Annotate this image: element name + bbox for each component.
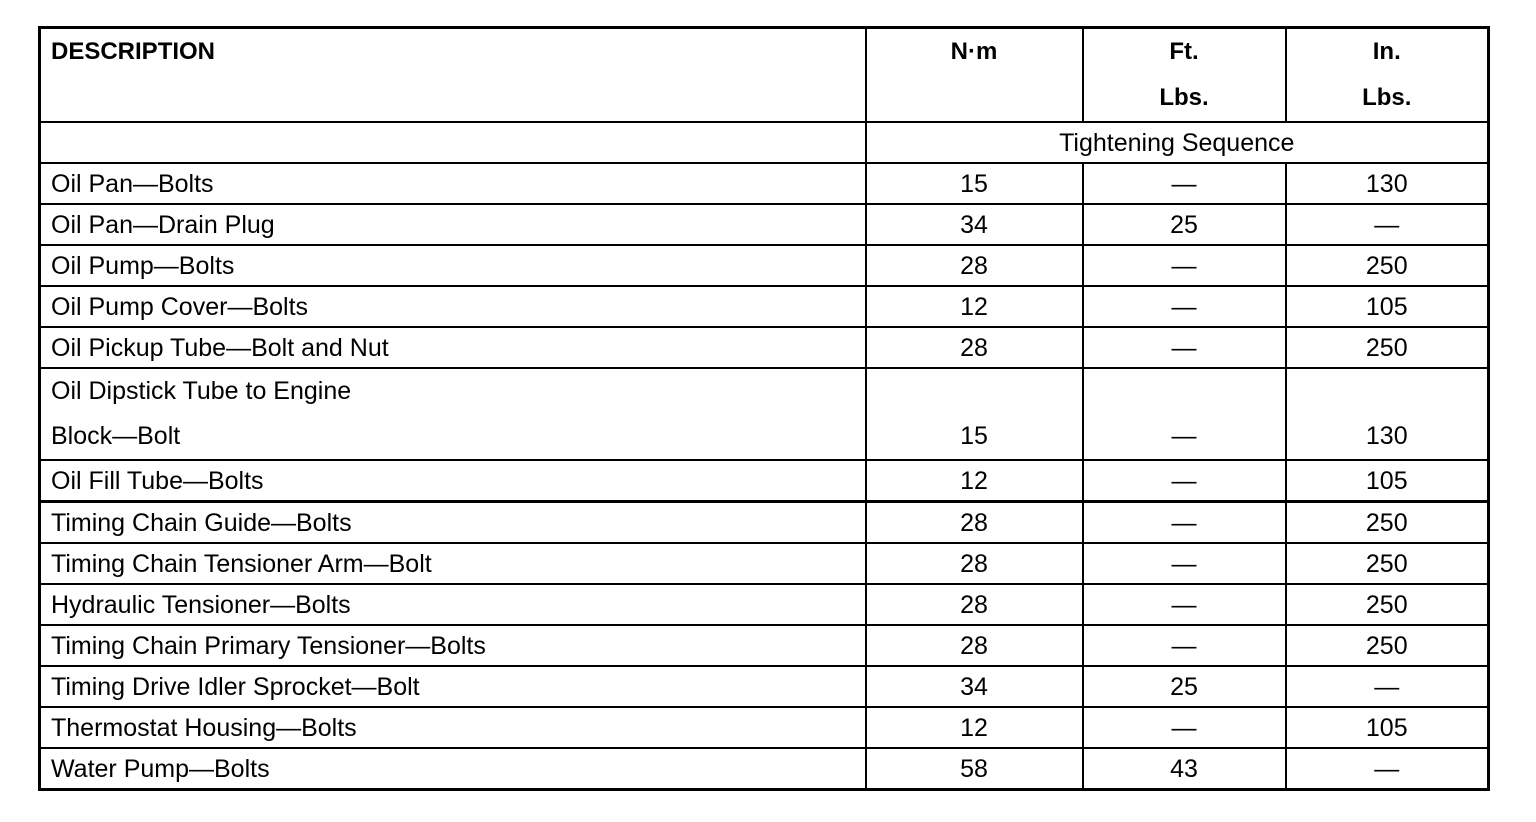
table-row [40,666,1489,707]
row-ft-lbs: — [1083,245,1286,286]
row-in-lbs: 105 [1286,707,1489,748]
header-in-line2: Lbs. [1362,84,1412,111]
row-description: Water Pump—Bolts [40,748,866,790]
table-row [40,707,1489,748]
row-ft-lbs: — [1083,502,1286,544]
row-in-lbs: 250 [1286,245,1489,286]
row-description-line1: Oil Dipstick Tube to Engine [51,377,352,405]
row-nm: 12 [866,707,1083,748]
row-nm: 28 [866,584,1083,625]
row-description: Oil Pan—Bolts [40,163,866,204]
row-description [40,368,866,460]
table-row [40,163,1489,204]
row-description: Oil Pump Cover—Bolts [40,286,866,327]
header-ft-lbs [1083,28,1286,123]
row-ft-lbs: 25 [1083,204,1286,245]
table-row [40,286,1489,327]
table-row [40,625,1489,666]
row-nm: 28 [866,625,1083,666]
row-description: Timing Chain Primary Tensioner—Bolts [40,625,866,666]
row-nm: 28 [866,245,1083,286]
table-row [40,543,1489,584]
row-in-lbs: 105 [1286,460,1489,502]
row-ft-lbs: — [1083,327,1286,368]
row-ft-lbs: — [1083,163,1286,204]
row-ft-lbs: — [1083,460,1286,502]
row-nm: 58 [866,748,1083,790]
sequence-row [40,122,1489,163]
row-in-lbs: 105 [1286,286,1489,327]
row-in-lbs: 250 [1286,327,1489,368]
sequence-empty-cell [40,122,866,163]
row-description: Timing Drive Idler Sprocket—Bolt [40,666,866,707]
row-in-lbs: 250 [1286,502,1489,544]
header-description: DESCRIPTION [40,28,866,123]
row-nm: 34 [866,666,1083,707]
row-nm: 12 [866,286,1083,327]
row-in-lbs: 250 [1286,584,1489,625]
row-ft-lbs: 43 [1083,748,1286,790]
row-ft-lbs: — [1083,625,1286,666]
row-nm: 28 [866,543,1083,584]
row-description: Thermostat Housing—Bolts [40,707,866,748]
row-nm: 34 [866,204,1083,245]
header-nm: N·m [866,28,1083,123]
row-in-lbs: — [1286,748,1489,790]
row-nm: 28 [866,502,1083,544]
row-nm: 12 [866,460,1083,502]
row-description: Oil Fill Tube—Bolts [40,460,866,502]
row-nm: 28 [866,327,1083,368]
table-row [40,204,1489,245]
row-description-line2: Block—Bolt [51,422,181,450]
row-ft-lbs: — [1083,543,1286,584]
row-ft-lbs: 25 [1083,666,1286,707]
row-ft-lbs: — [1083,584,1286,625]
row-description: Oil Pan—Drain Plug [40,204,866,245]
header-in-lbs [1286,28,1489,123]
header-ft-line2: Lbs. [1159,84,1209,111]
row-in-lbs: 250 [1286,543,1489,584]
table-row [40,748,1489,790]
row-description: Timing Chain Guide—Bolts [40,502,866,544]
table-row [40,368,1489,460]
torque-spec-table [38,26,1490,791]
row-nm: 15 [866,163,1083,204]
row-ft-lbs: — [1083,286,1286,327]
table-row [40,460,1489,502]
tightening-sequence-label: Tightening Sequence [866,122,1489,163]
header-ft-line1: Ft. [1169,38,1199,65]
row-ft-lbs: — [1083,368,1286,460]
row-description: Oil Pump—Bolts [40,245,866,286]
table-row [40,245,1489,286]
row-in-lbs: — [1286,204,1489,245]
table-row [40,584,1489,625]
row-in-lbs: 130 [1286,368,1489,460]
table-row [40,327,1489,368]
row-ft-lbs: — [1083,707,1286,748]
row-nm: 15 [866,368,1083,460]
row-description: Hydraulic Tensioner—Bolts [40,584,866,625]
row-in-lbs: 250 [1286,625,1489,666]
header-in-line1: In. [1372,38,1401,65]
row-description: Timing Chain Tensioner Arm—Bolt [40,543,866,584]
row-in-lbs: 130 [1286,163,1489,204]
row-in-lbs: — [1286,666,1489,707]
row-description: Oil Pickup Tube—Bolt and Nut [40,327,866,368]
header-row [40,28,1489,123]
table-row [40,502,1489,544]
